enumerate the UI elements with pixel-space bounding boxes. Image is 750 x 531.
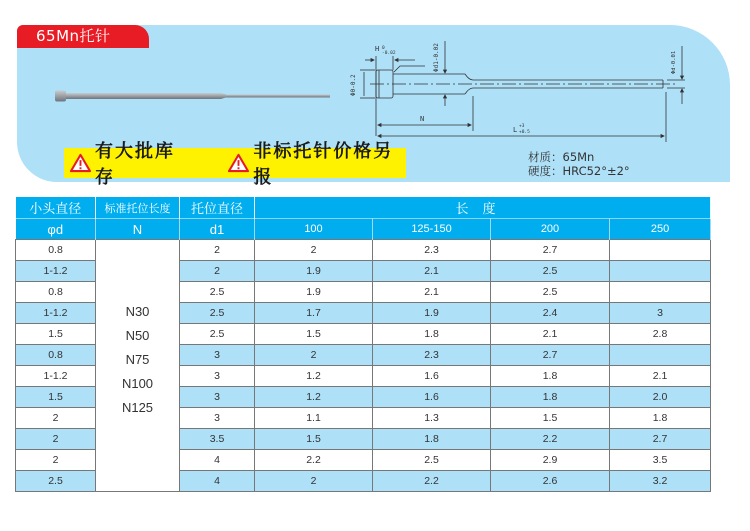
cell-l125: 2.3: [373, 240, 491, 261]
warning-icon: [70, 153, 91, 173]
header-support-diameter: 托位直径: [180, 197, 255, 219]
header-length-125-150: 125-150: [373, 219, 491, 240]
cell-l100: 2.2: [255, 450, 373, 471]
cell-l250: 1.8: [610, 408, 711, 429]
svg-text:H: H: [375, 45, 380, 53]
cell-d: 1.5: [16, 324, 96, 345]
svg-text:Φ0-0.2: Φ0-0.2: [350, 74, 357, 96]
cell-l250: 2.8: [610, 324, 711, 345]
cell-d1: 4: [180, 450, 255, 471]
cell-d: 0.8: [16, 282, 96, 303]
cell-l200: 2.5: [491, 261, 610, 282]
cell-l100: 1.7: [255, 303, 373, 324]
cell-d1: 3: [180, 408, 255, 429]
n-values-cell: [96, 240, 180, 492]
material-line: [528, 150, 630, 164]
material-label: 材质：: [528, 150, 563, 164]
cell-d: 2: [16, 450, 96, 471]
cell-l125: 1.9: [373, 303, 491, 324]
cell-d: 1-1.2: [16, 261, 96, 282]
hardness-label: 硬度：: [528, 164, 563, 178]
cell-l125: 1.8: [373, 324, 491, 345]
cell-l250: [610, 261, 711, 282]
cell-d1: 2.5: [180, 303, 255, 324]
cell-l250: [610, 345, 711, 366]
cell-d1: 3: [180, 387, 255, 408]
header-d: φd: [16, 219, 96, 240]
svg-text:Φd-0.01: Φd-0.01: [671, 50, 677, 74]
svg-text:0: 0: [382, 46, 385, 51]
header-length-250: 250: [610, 219, 711, 240]
cell-l100: 2: [255, 240, 373, 261]
n-value: N50: [125, 328, 150, 343]
product-title: 65Mn托针: [17, 25, 149, 48]
svg-text:L: L: [513, 126, 518, 134]
cell-l250: 2.7: [610, 429, 711, 450]
svg-text:-0.02: -0.02: [382, 51, 396, 56]
svg-text:+3: +3: [519, 124, 525, 129]
cell-l200: 2.7: [491, 240, 610, 261]
cell-l250: 2.0: [610, 387, 711, 408]
cell-d1: 2: [180, 261, 255, 282]
cell-l200: 2.1: [491, 324, 610, 345]
cell-l200: 1.8: [491, 387, 610, 408]
cell-l200: 1.5: [491, 408, 610, 429]
header-small-head-diameter: 小头直径: [16, 197, 96, 219]
cell-l125: 2.1: [373, 282, 491, 303]
cell-l125: 2.1: [373, 261, 491, 282]
cell-l125: 2.2: [373, 471, 491, 492]
cell-d1: 3: [180, 366, 255, 387]
cell-l100: 1.1: [255, 408, 373, 429]
cell-l200: 1.8: [491, 366, 610, 387]
cell-d1: 3.5: [180, 429, 255, 450]
cell-d: 1.5: [16, 387, 96, 408]
cell-l100: 1.2: [255, 366, 373, 387]
cell-l100: 1.5: [255, 429, 373, 450]
warning-icon: [228, 153, 249, 173]
cell-l250: 3: [610, 303, 711, 324]
cell-l125: 1.8: [373, 429, 491, 450]
cell-l100: 2: [255, 345, 373, 366]
svg-text:+0.5: +0.5: [519, 130, 530, 135]
cell-l100: 2: [255, 471, 373, 492]
cell-l125: 1.6: [373, 387, 491, 408]
banner-text-custom: 非标托针价格另报: [253, 141, 394, 188]
cell-l100: 1.5: [255, 324, 373, 345]
cell-d: 1-1.2: [16, 303, 96, 324]
cell-d: 2.5: [16, 471, 96, 492]
cell-d1: 2.5: [180, 324, 255, 345]
cell-d: 1-1.2: [16, 366, 96, 387]
table-row: [16, 240, 711, 261]
header-d1: d1: [180, 219, 255, 240]
hardness-line: [528, 164, 630, 178]
material-value: 65Mn: [562, 150, 595, 164]
n-value: N100: [121, 376, 154, 391]
cell-l200: 2.2: [491, 429, 610, 450]
n-value: N125: [121, 400, 154, 415]
promo-banner: [64, 141, 406, 188]
cell-l250: 2.1: [610, 366, 711, 387]
cell-l200: 2.4: [491, 303, 610, 324]
hardness-value: HRC52°±2°: [562, 164, 630, 178]
svg-text:Φd1-0.02: Φd1-0.02: [433, 43, 440, 72]
cell-d: 2: [16, 429, 96, 450]
cell-l100: 1.9: [255, 261, 373, 282]
header-n: N: [96, 219, 180, 240]
cell-l200: 2.6: [491, 471, 610, 492]
n-value: N30: [125, 304, 150, 319]
cell-l200: 2.5: [491, 282, 610, 303]
cell-l125: 2.5: [373, 450, 491, 471]
banner-item-custom: [228, 137, 406, 189]
cell-l200: 2.9: [491, 450, 610, 471]
cell-d: 2: [16, 408, 96, 429]
cell-d1: 2: [180, 240, 255, 261]
spec-info: [528, 150, 630, 178]
banner-text-stock: 有大批库存: [94, 141, 175, 188]
cell-l125: 1.6: [373, 366, 491, 387]
cell-l125: 2.3: [373, 345, 491, 366]
svg-text:N: N: [420, 115, 425, 123]
cell-l200: 2.7: [491, 345, 610, 366]
cell-d1: 4: [180, 471, 255, 492]
cell-d: 0.8: [16, 345, 96, 366]
ejector-pin-image: [55, 90, 331, 102]
cell-l250: [610, 240, 711, 261]
cell-l250: [610, 282, 711, 303]
cell-d1: 3: [180, 345, 255, 366]
cell-l100: 1.9: [255, 282, 373, 303]
cell-l250: 3.5: [610, 450, 711, 471]
cell-l250: 3.2: [610, 471, 711, 492]
technical-drawing: [345, 36, 690, 144]
cell-d1: 2.5: [180, 282, 255, 303]
spec-table: [15, 197, 711, 492]
banner-item-stock: [70, 137, 190, 189]
n-value: N75: [125, 352, 150, 367]
cell-l125: 1.3: [373, 408, 491, 429]
header-length-group: 长度: [255, 197, 711, 219]
header-length-100: 100: [255, 219, 373, 240]
cell-l100: 1.2: [255, 387, 373, 408]
header-length-200: 200: [491, 219, 610, 240]
cell-d: 0.8: [16, 240, 96, 261]
header-standard-length: 标准托位长度: [96, 197, 180, 219]
